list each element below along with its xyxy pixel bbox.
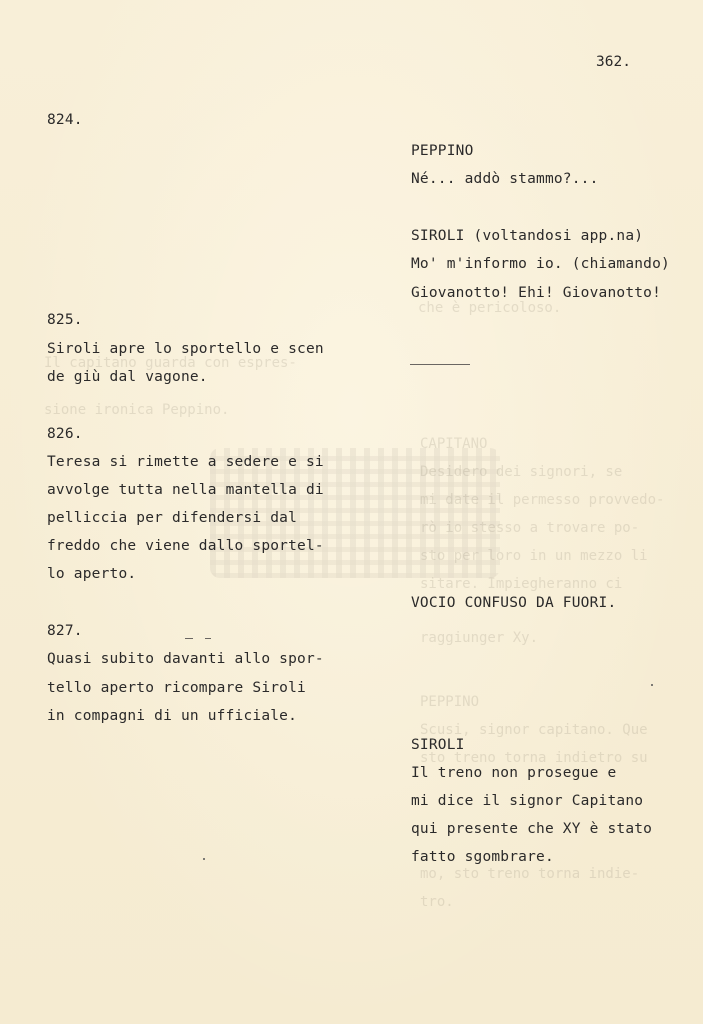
- description-line: lo aperto.: [47, 566, 137, 582]
- description-line: Quasi subito davanti allo spor-: [47, 651, 324, 667]
- dialogue-line: Giovanotto! Ehi! Giovanotto!: [411, 285, 662, 301]
- bleed-through-text: sitare. Impiegheranno ci: [420, 576, 623, 592]
- dialogue-line: fatto sgombrare.: [411, 849, 554, 865]
- character-name: SIROLI: [411, 737, 465, 753]
- description-line: avvolge tutta nella mantella di: [47, 482, 324, 498]
- shot-number: 827.: [47, 623, 83, 639]
- stray-mark: [185, 638, 193, 639]
- bleed-through-text: rò io stesso a trovare po-: [420, 520, 640, 536]
- description-line: in compagni di un ufficiale.: [47, 708, 298, 724]
- bleed-through-text: mo, sto treno torna indie-: [420, 866, 640, 882]
- stray-dot: [651, 684, 653, 686]
- page-number: 362.: [596, 54, 631, 70]
- bleed-through-text: sto treno torna indietro su: [420, 750, 648, 766]
- bleed-through-text: sione ironica Peppino.: [44, 402, 230, 418]
- dialogue-line: Il treno non prosegue e: [411, 765, 617, 781]
- description-line: pelliccia per difendersi dal: [47, 510, 298, 526]
- stray-dot: [203, 858, 205, 860]
- description-line: de giù dal vagone.: [47, 369, 208, 385]
- character-name: PEPPINO: [411, 143, 474, 159]
- description-line: tello aperto ricompare Siroli: [47, 680, 306, 696]
- description-line: freddo che viene dallo sportel-: [47, 538, 324, 554]
- stray-mark: [205, 638, 211, 639]
- bleed-through-text: Desidero dei signori, se: [420, 464, 623, 480]
- sound-cue: VOCIO CONFUSO DA FUORI.: [411, 595, 617, 611]
- shot-number: 824.: [47, 112, 83, 128]
- dialogue-line: Né... addò stammo?...: [411, 171, 599, 187]
- divider-mark: [410, 364, 470, 365]
- shot-number: 825.: [47, 312, 83, 328]
- character-line: SIROLI (voltandosi app.na): [411, 228, 644, 244]
- bleed-through-text: Il capitano guarda con espres-: [44, 355, 297, 371]
- shot-number: 826.: [47, 426, 83, 442]
- dialogue-line: mi dice il signor Capitano: [411, 793, 644, 809]
- dialogue-line: Mo' m'informo io. (chiamando): [411, 256, 670, 272]
- description-line: Teresa si rimette a sedere e si: [47, 454, 324, 470]
- bleed-through-text: PEPPINO: [420, 694, 480, 710]
- bleed-through-text: tro.: [420, 894, 454, 910]
- dialogue-line: qui presente che XY è stato: [411, 821, 653, 837]
- bleed-through-text: sto per loro in un mezzo li: [420, 548, 648, 564]
- bleed-through-text: raggiunger Xy.: [420, 630, 539, 646]
- description-line: Siroli apre lo sportello e scen: [47, 341, 324, 357]
- bleed-through-text: CAPITANO: [420, 436, 488, 452]
- bleed-through-text: Scusi, signor capitano. Que: [420, 722, 648, 738]
- bleed-through-text: mi date il permesso provvedo-: [420, 492, 665, 508]
- bleed-through-text: che è pericoloso.: [418, 300, 562, 316]
